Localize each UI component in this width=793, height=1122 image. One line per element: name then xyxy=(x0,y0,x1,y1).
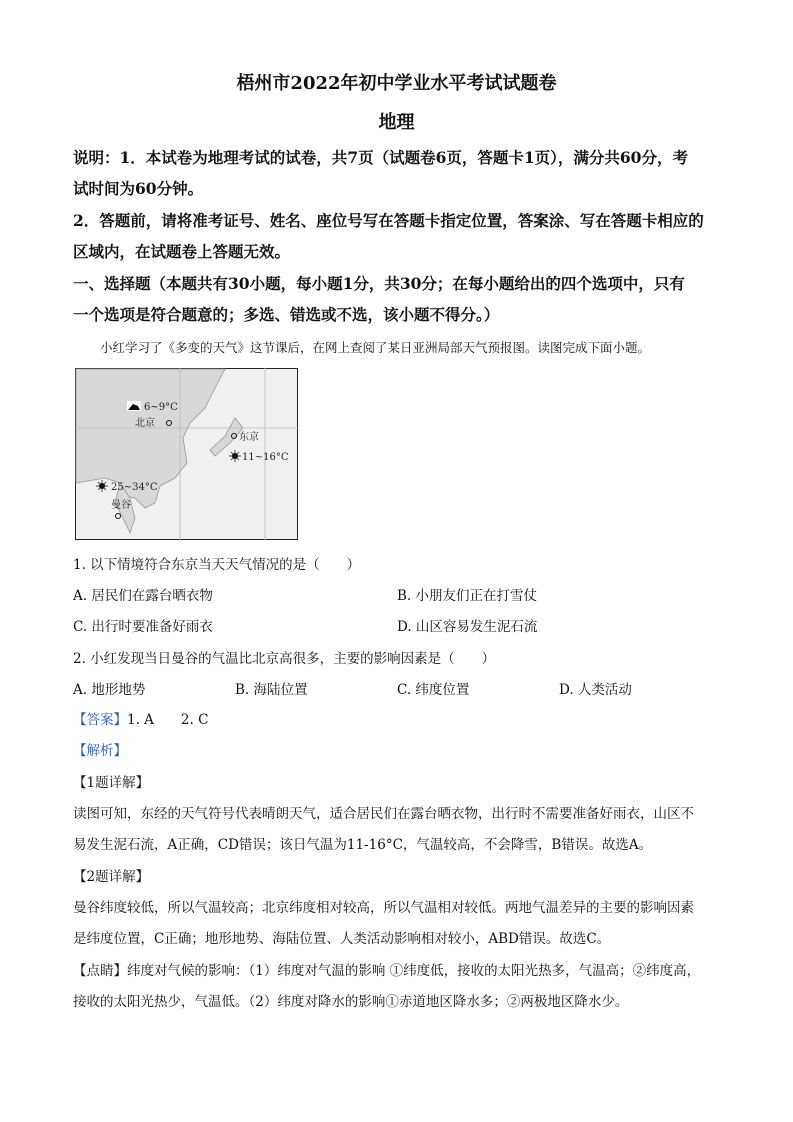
page-title: 梧州市2022年初中学业水平考试试题卷 xyxy=(236,73,557,94)
detail-2-label: 【2题详解】 xyxy=(73,869,150,885)
instructions-line: 2．答题前，请将准考证号、姓名、座位号写在答题卡指定位置，答案涂、写在答题卡相应的 xyxy=(73,211,704,230)
svg-text:11~16°C: 11~16°C xyxy=(242,452,289,463)
q2-option-b: B. 海陆位置 xyxy=(235,682,308,698)
section-header: 一个选项是符合题意的；多选、错选或不选，该小题不得分。） xyxy=(73,305,500,324)
instructions-line: 区域内，在试题卷上答题无效。 xyxy=(73,242,291,261)
q1-option-d: D. 山区容易发生泥石流 xyxy=(397,619,538,635)
subject-title: 地理 xyxy=(378,112,415,133)
instructions-line: 说明：1．本试卷为地理考试的试卷，共7页（试题卷6页，答题卡1页），满分共60分，考 xyxy=(73,148,688,167)
answer-text: 1. A 2. C xyxy=(127,712,209,728)
instructions-line: 试时间为60分钟。 xyxy=(73,179,204,198)
svg-text:曼谷: 曼谷 xyxy=(111,500,131,511)
detail-1-text: 读图可知，东经的天气符号代表晴朗天气，适合居民们在露台晒衣物，出行时不需要准备好雨衣，山区不 xyxy=(73,806,694,822)
q1-option-b: B. 小朋友们正在打雪仗 xyxy=(397,588,538,604)
q1-option-a: A. 居民们在露台晒衣物 xyxy=(73,588,213,604)
svg-text:北京: 北京 xyxy=(135,418,155,429)
question-2-stem: 2. 小红发现当日曼谷的气温比北京高很多，主要的影响因素是（ ） xyxy=(73,651,496,667)
svg-text:东京: 东京 xyxy=(239,432,259,443)
detail-2-text: 是纬度位置，C正确；地形地势、海陆位置、人类活动影响相对较小，ABD错误。故选C。 xyxy=(73,931,611,947)
tip-text: 接收的太阳光热少，气温低。（2）纬度对降水的影响①赤道地区降水多；②两极地区降水少。 xyxy=(73,994,629,1010)
detail-2-text: 曼谷纬度较低，所以气温较高；北京纬度相对较高，所以气温相对较低。两地气温差异的主要的影响因素 xyxy=(73,900,694,916)
q2-option-c: C. 纬度位置 xyxy=(397,682,470,698)
q1-option-c: C. 出行时要准备好雨衣 xyxy=(73,619,213,635)
answer-line xyxy=(73,710,208,730)
detail-1-label: 【1题详解】 xyxy=(73,775,150,791)
answer-label: 【答案】 xyxy=(73,712,127,728)
weather-map xyxy=(75,368,298,540)
q2-option-a: A. 地形地势 xyxy=(73,682,146,698)
question-intro: 小红学习了《多变的天气》这节课后，在网上查阅了某日亚洲局部天气预报图。读图完成下面小题。 xyxy=(100,340,651,355)
detail-1-text: 易发生泥石流，A正确，CD错误；该日气温为11-16°C，气温较高，不会降雪，B错误。故选A。 xyxy=(73,837,653,853)
svg-text:6~9°C: 6~9°C xyxy=(144,402,178,413)
tip-text: 【点睛】纬度对气候的影响：（1）纬度对气温的影响 ①纬度低，接收的太阳光热多，气温高；②纬度高， xyxy=(73,963,701,979)
analysis-label: 【解析】 xyxy=(73,743,127,759)
section-header: 一、选择题（本题共有30小题，每小题1分，共30分；在每小题给出的四个选项中，只有 xyxy=(73,274,685,293)
q2-option-d: D. 人类活动 xyxy=(559,682,632,698)
svg-text:25~34°C: 25~34°C xyxy=(111,482,158,493)
question-1-stem: 1. 以下情境符合东京当天天气情况的是（ ） xyxy=(73,557,361,573)
